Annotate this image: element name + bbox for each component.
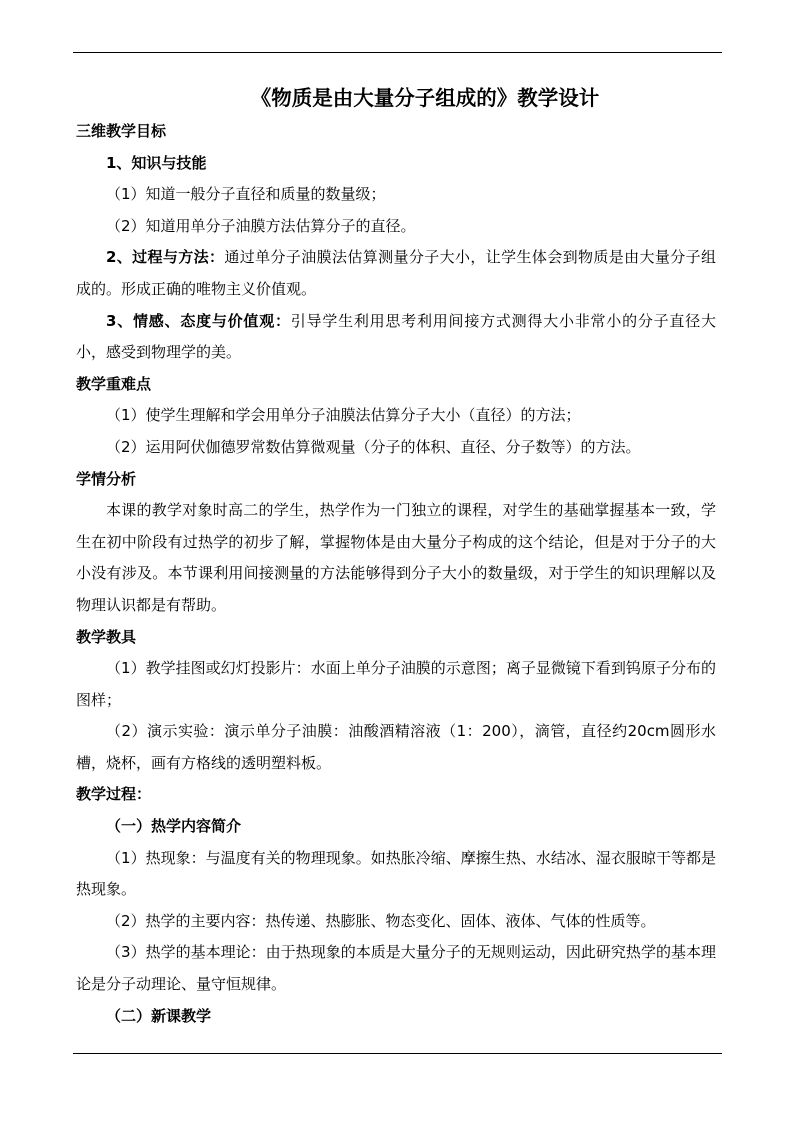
footer-rule	[73, 1053, 722, 1054]
section-heading-analysis: 学情分析	[76, 469, 137, 488]
page-title: 《物质是由大量分子组成的》教学设计	[250, 86, 600, 110]
section-heading-objectives: 三维教学目标	[76, 122, 167, 140]
paragraph-analysis: 本课的教学对象时高二的学生，热学作为一门独立的课程，对学生的基础掌握基本一致，学生在初中阶段有过热学的初步了解，掌握物体是由大量分子构成的这个结论，但是对于分子的大小没有涉及。本节课利用间接测量的方法能够得到分子大小的数量级，对于学生的知识理解以及物理认识都是有帮助。	[76, 501, 716, 614]
paragraph-text: 通过单分子油膜法估算测量分子大小，让学生体会到物质是由大量分子组成的。形成正确的唯物主义价值观。	[76, 248, 716, 298]
list-item: （1）知道一般分子直径和质量的数量级；	[106, 185, 386, 204]
list-item: （2）热学的主要内容：热传递、热膨胀、物态变化、固体、液体、气体的性质等。	[106, 911, 656, 930]
list-item: （1）热现象：与温度有关的物理现象。如热胀冷缩、摩擦生热、水结冰、湿衣服晾干等都是热现象。	[76, 848, 716, 899]
section-heading-key-points: 教学重难点	[76, 374, 152, 393]
paragraph-text: 引导学生利用思考利用间接方式测得大小非常小的分子直径大小，感受到物理学的美。	[76, 311, 716, 362]
subheading-knowledge-skills: 1、知识与技能	[106, 153, 207, 172]
subheading-thermal-intro: （一）热学内容简介	[106, 817, 242, 836]
section-heading-tools: 教学教具	[76, 627, 137, 646]
list-item: （2）运用阿伏伽德罗常数估算微观量（分子的体积、直径、分子数等）的方法。	[106, 437, 641, 456]
list-item: （3）热学的基本理论：由于热现象的本质是大量分子的无规则运动，因此研究热学的基本理论是分子动理论、量守恒规律。	[76, 943, 716, 994]
list-item: （2）演示实验：演示单分子油膜：油酸酒精溶液（1：200），滴管，直径约20cm圆形水槽，烧杯，画有方格线的透明塑料板。	[76, 722, 716, 772]
list-item: （1）使学生理解和学会用单分子油膜法估算分子大小（直径）的方法；	[106, 406, 581, 425]
document-body	[76, 80, 716, 1032]
list-item: （1）教学挂图或幻灯投影片：水面上单分子油膜的示意图；离子显微镜下看到钨原子分布的图样；	[76, 659, 716, 709]
paragraph-process-method	[76, 242, 716, 305]
header-rule	[73, 52, 722, 53]
list-item: （2）知道用单分子油膜方法估算分子的直径。	[106, 216, 416, 235]
paragraph-lead: 3、情感、态度与价值观：	[106, 311, 291, 330]
paragraph-emotion-values	[76, 306, 716, 369]
section-heading-process: 教学过程：	[76, 785, 152, 804]
paragraph-lead: 2、过程与方法：	[106, 248, 225, 267]
subheading-new-lesson: （二）新课教学	[106, 1006, 212, 1025]
